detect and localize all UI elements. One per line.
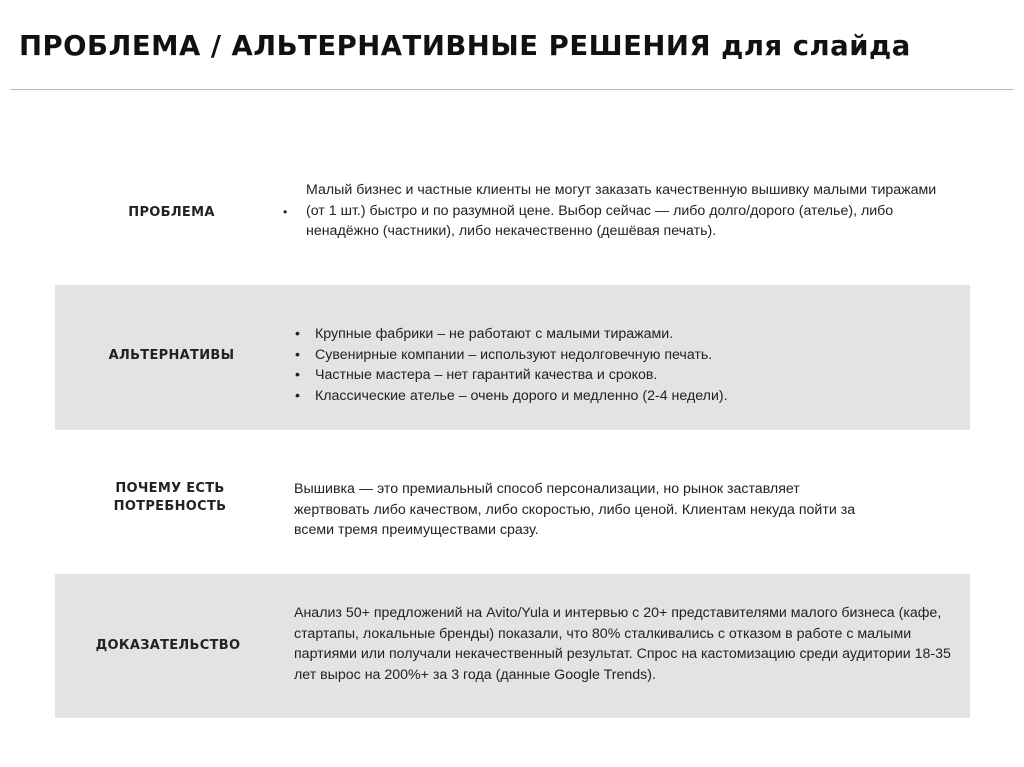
list-item: • Крупные фабрики – не работают с малыми тиражами.	[293, 324, 953, 345]
list-item: • Сувенирные компании – используют недолговечную печать.	[293, 345, 953, 366]
alternatives-list	[293, 324, 953, 406]
row-label-alternatives: АЛЬТЕРНАТИВЫ	[108, 348, 235, 363]
row-alternatives	[55, 285, 970, 430]
problem-text: Малый бизнес и частные клиенты не могут заказать качественную вышивку малыми тиражами (от 1 шт.) быстро и по разумной цене. Выбор сейчас — либо долго/дорого (ателье), либо ненадёжно (частники), либо некачественно (дешёвая печать).	[306, 182, 937, 239]
list-item: • Частные мастера – нет гарантий качества и сроков.	[293, 365, 953, 386]
list-item: • Классические ателье – очень дорого и медленно (2-4 недели).	[293, 386, 953, 407]
title-divider	[10, 89, 1014, 90]
need-text: Вышивка — это премиальный способ персонализации, но рынок заставляет жертвовать либо качеством, либо скоростью, либо ценой. Клиентам некуда пойти за всеми тремя преимуществами сразу.	[294, 481, 856, 538]
slide-title: ПРОБЛЕМА / АЛЬТЕРНАТИВНЫЕ РЕШЕНИЯ для слайда	[19, 30, 911, 62]
row-label-need: ПОЧЕМУ ЕСТЬ ПОТРЕБНОСТЬ	[113, 481, 227, 514]
row-need	[55, 430, 970, 573]
row-problem	[55, 170, 970, 278]
row-label-problem: ПРОБЛЕМА	[128, 205, 215, 220]
evidence-text: Анализ 50+ предложений на Avito/Yula и интервью с 20+ представителями малого бизнеса (кафе, стартапы, локальные бренды) показали, что 80% сталкивались с отказом в работе с малыми партиями или получали некачественный результат. Спрос на кастомизацию среди аудитории 18-35 лет вырос на 200%+ за 3 года (данные Google Trends).	[294, 605, 951, 683]
alternatives-list-container	[293, 324, 953, 406]
bullet-marker: •	[283, 205, 288, 219]
row-evidence	[55, 574, 970, 718]
row-label-evidence: ДОКАЗАТЕЛЬСТВО	[95, 638, 241, 653]
